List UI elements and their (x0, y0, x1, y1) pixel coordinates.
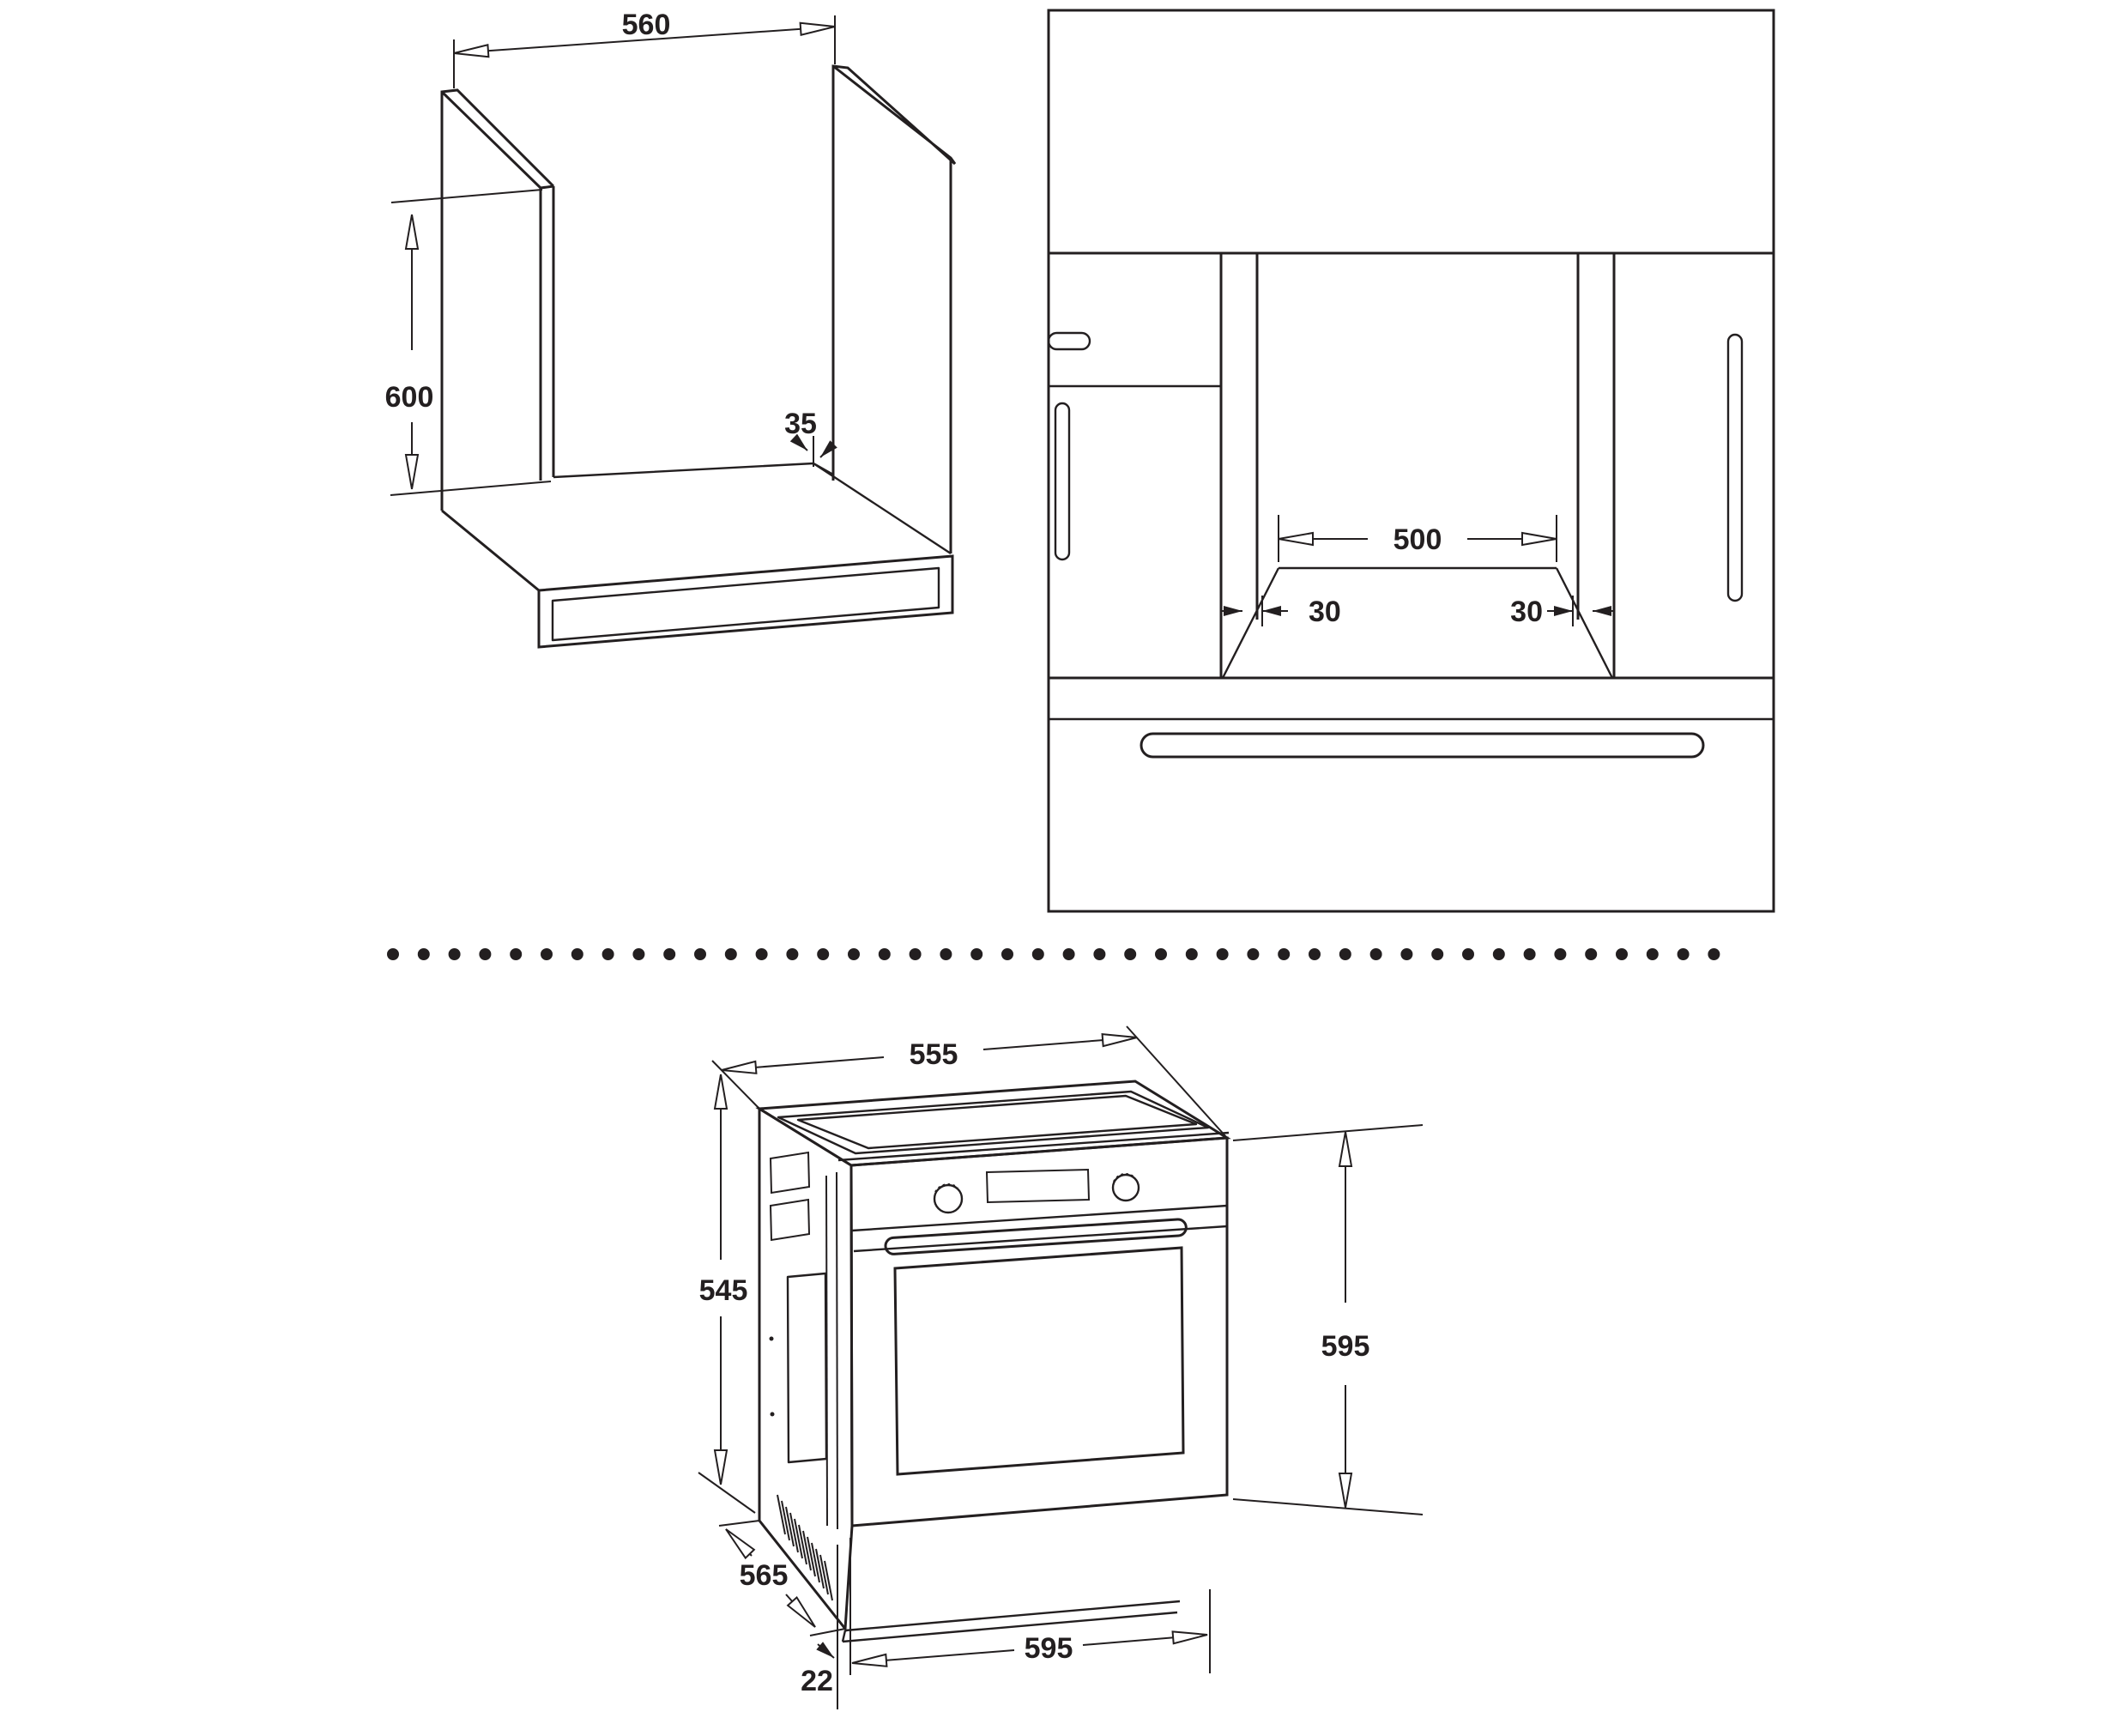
dim-595-width (852, 1589, 1210, 1673)
oven-side-screw-dot-1 (770, 1337, 774, 1341)
oven-front-face (851, 1138, 1227, 1526)
left-cabinet-handle-vertical (1055, 403, 1069, 560)
oven-side-bracket-upper (771, 1152, 809, 1193)
niche-floor-front-view (1223, 568, 1612, 678)
dim-label-oven-depth: 565 (739, 1559, 789, 1592)
left-cabinet-handle-horizontal (1049, 333, 1090, 349)
oven-bottom-lip (843, 1601, 1180, 1642)
oven-knob-right (1113, 1175, 1139, 1201)
dim-label-clearance-right: 30 (1510, 596, 1543, 628)
dim-595-height (1233, 1125, 1423, 1515)
cutout-left-panel (442, 90, 553, 511)
oven-control-panel-bottom (852, 1206, 1227, 1231)
dim-545 (698, 1074, 755, 1513)
oven-side-screw-dot-2 (771, 1412, 775, 1417)
oven-side-bracket-lower (771, 1200, 809, 1240)
front-view-outer (1049, 10, 1774, 911)
built-in-oven-isometric (698, 1026, 1423, 1709)
drawer-handle (1141, 734, 1703, 757)
kitchen-front-view (1049, 10, 1774, 911)
cutout-right-panel (833, 66, 955, 553)
right-cabinet-handle-vertical (1728, 335, 1742, 601)
oven-door-window (895, 1248, 1183, 1474)
dim-600 (385, 190, 551, 495)
dim-560 (454, 9, 835, 88)
dim-label-oven-front-width: 595 (1024, 1632, 1073, 1665)
cabinet-cutout-isometric (385, 9, 955, 647)
cutout-niche-floor (553, 463, 951, 553)
dim-30-left (1222, 596, 1341, 628)
oven-door-handle (885, 1219, 1186, 1255)
dim-label-cutout-ledge: 35 (784, 408, 817, 440)
dim-label-niche-width: 500 (1393, 523, 1442, 556)
oven-side-window (788, 1273, 826, 1462)
cutout-plinth (442, 511, 952, 647)
dim-35 (784, 408, 834, 467)
dim-label-oven-front-overhang: 22 (801, 1665, 833, 1697)
dim-500 (1279, 515, 1557, 562)
oven-display (987, 1170, 1089, 1202)
dim-555 (712, 1026, 1227, 1138)
dim-label-cutout-width: 560 (621, 9, 671, 41)
dim-label-oven-top-width: 555 (909, 1038, 958, 1071)
dim-label-oven-front-height: 595 (1321, 1330, 1370, 1363)
dim-label-cutout-height: 600 (384, 381, 434, 414)
oven-knob-left (934, 1185, 962, 1213)
dim-label-oven-carcass-height: 545 (698, 1274, 748, 1307)
oven-top-tray-inner (798, 1096, 1196, 1148)
dim-30-right (1510, 596, 1613, 628)
dim-label-clearance-left: 30 (1309, 596, 1341, 628)
dim-565 (719, 1521, 845, 1636)
